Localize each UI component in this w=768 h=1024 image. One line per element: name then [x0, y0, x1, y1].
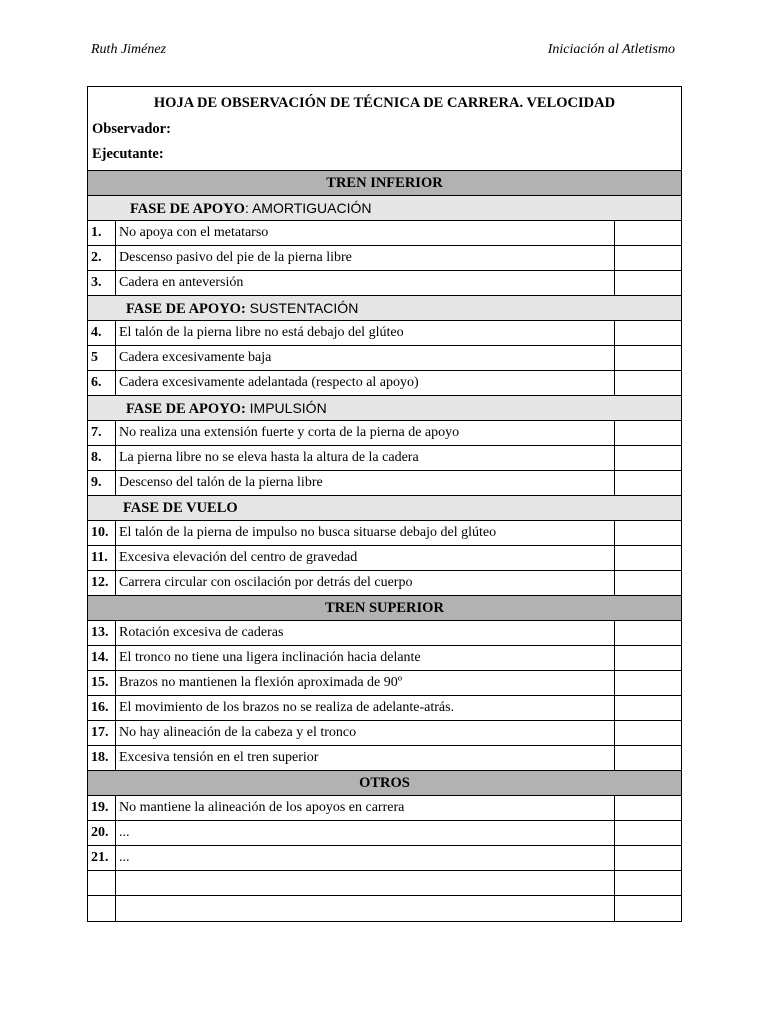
- item-number: 13.: [88, 621, 116, 645]
- item-description: El talón de la pierna de impulso no busca situarse debajo del glúteo: [116, 521, 615, 545]
- phase-subname: : AMORTIGUACIÓN: [244, 200, 372, 216]
- item-number: 17.: [88, 721, 116, 745]
- item-description: ...: [116, 846, 615, 870]
- item-number: 10.: [88, 521, 116, 545]
- item-number: 11.: [88, 546, 116, 570]
- section-header: TREN INFERIOR: [88, 171, 681, 196]
- checklist: [88, 171, 681, 921]
- item-description: [116, 896, 615, 921]
- checkmark-cell[interactable]: [615, 221, 681, 245]
- item-description: Excesiva elevación del centro de gravedad: [116, 546, 615, 570]
- table-row: [88, 621, 681, 646]
- table-row: [88, 271, 681, 296]
- table-row: [88, 546, 681, 571]
- sheet-title: HOJA DE OBSERVACIÓN DE TÉCNICA DE CARRERA. VELOCIDAD: [153, 95, 616, 111]
- item-description: Cadera excesivamente baja: [116, 346, 615, 370]
- checkmark-cell[interactable]: [615, 446, 681, 470]
- item-number: 9.: [88, 471, 116, 495]
- running-header-author: Ruth Jiménez: [91, 42, 167, 57]
- table-row: [88, 721, 681, 746]
- checkmark-cell[interactable]: [615, 721, 681, 745]
- phase-header: [88, 396, 681, 421]
- checkmark-cell[interactable]: [615, 621, 681, 645]
- checkmark-cell[interactable]: [615, 546, 681, 570]
- section-header: OTROS: [88, 771, 681, 796]
- item-number: 8.: [88, 446, 116, 470]
- checkmark-cell[interactable]: [615, 671, 681, 695]
- item-description: ...: [116, 821, 615, 845]
- running-header-book: Iniciación al Atletismo: [547, 42, 675, 57]
- phase-subname: SUSTENTACIÓN: [245, 300, 359, 316]
- checkmark-cell[interactable]: [615, 371, 681, 395]
- item-number: 14.: [88, 646, 116, 670]
- checkmark-cell[interactable]: [615, 796, 681, 820]
- item-description: Cadera en anteversión: [116, 271, 615, 295]
- sheet-header: [88, 87, 681, 171]
- item-description: El tronco no tiene una ligera inclinación hacia delante: [116, 646, 615, 670]
- item-description: Cadera excesivamente adelantada (respecto al apoyo): [116, 371, 615, 395]
- item-description: Descenso pasivo del pie de la pierna libre: [116, 246, 615, 270]
- item-description: [116, 871, 615, 895]
- section-header: TREN SUPERIOR: [88, 596, 681, 621]
- table-row: [88, 571, 681, 596]
- phase-name: FASE DE VUELO: [123, 500, 238, 516]
- observer-field: Observador:: [92, 121, 171, 137]
- phase-header: [88, 496, 681, 521]
- item-number: 16.: [88, 696, 116, 720]
- table-row: [88, 471, 681, 496]
- item-number: 12.: [88, 571, 116, 595]
- item-description: Rotación excesiva de caderas: [116, 621, 615, 645]
- checkmark-cell[interactable]: [615, 421, 681, 445]
- table-row: [88, 796, 681, 821]
- table-row: [88, 371, 681, 396]
- item-number: 15.: [88, 671, 116, 695]
- item-number: 20.: [88, 821, 116, 845]
- item-description: El talón de la pierna libre no está debajo del glúteo: [116, 321, 615, 345]
- table-row: [88, 646, 681, 671]
- table-row: [88, 896, 681, 921]
- table-row: [88, 446, 681, 471]
- table-row: [88, 671, 681, 696]
- table-row: [88, 746, 681, 771]
- item-number: 6.: [88, 371, 116, 395]
- checkmark-cell[interactable]: [615, 471, 681, 495]
- item-description: No realiza una extensión fuerte y corta de la pierna de apoyo: [116, 421, 615, 445]
- checkmark-cell[interactable]: [615, 571, 681, 595]
- checkmark-cell[interactable]: [615, 871, 681, 895]
- checkmark-cell[interactable]: [615, 246, 681, 270]
- item-number: 18.: [88, 746, 116, 770]
- item-description: Carrera circular con oscilación por detrás del cuerpo: [116, 571, 615, 595]
- phase-name: FASE DE APOYO:: [126, 401, 246, 417]
- item-description: La pierna libre no se eleva hasta la altura de la cadera: [116, 446, 615, 470]
- table-row: [88, 321, 681, 346]
- item-description: No mantiene la alineación de los apoyos en carrera: [116, 796, 615, 820]
- item-number: 21.: [88, 846, 116, 870]
- checkmark-cell[interactable]: [615, 271, 681, 295]
- table-row: [88, 846, 681, 871]
- item-number: 19.: [88, 796, 116, 820]
- table-row: [88, 821, 681, 846]
- table-row: [88, 521, 681, 546]
- checkmark-cell[interactable]: [615, 346, 681, 370]
- table-row: [88, 346, 681, 371]
- item-number: 5: [88, 346, 116, 370]
- phase-header: [88, 196, 681, 221]
- item-number: [88, 896, 116, 921]
- table-row: [88, 696, 681, 721]
- checkmark-cell[interactable]: [615, 696, 681, 720]
- phase-name: FASE DE APOYO: [130, 201, 245, 217]
- checkmark-cell[interactable]: [615, 746, 681, 770]
- performer-field: Ejecutante:: [92, 146, 164, 162]
- item-description: No apoya con el metatarso: [116, 221, 615, 245]
- item-number: 2.: [88, 246, 116, 270]
- table-row: [88, 221, 681, 246]
- checkmark-cell[interactable]: [615, 646, 681, 670]
- table-row: [88, 421, 681, 446]
- checkmark-cell[interactable]: [615, 321, 681, 345]
- item-number: 3.: [88, 271, 116, 295]
- item-description: El movimiento de los brazos no se realiza de adelante-atrás.: [116, 696, 615, 720]
- checkmark-cell[interactable]: [615, 821, 681, 845]
- table-row: [88, 871, 681, 896]
- item-number: 4.: [88, 321, 116, 345]
- item-description: Descenso del talón de la pierna libre: [116, 471, 615, 495]
- table-row: [88, 246, 681, 271]
- checkmark-cell[interactable]: [615, 896, 681, 921]
- item-number: 1.: [88, 221, 116, 245]
- checkmark-cell[interactable]: [615, 521, 681, 545]
- item-number: [88, 871, 116, 895]
- item-description: Excesiva tensión en el tren superior: [116, 746, 615, 770]
- item-description: No hay alineación de la cabeza y el tronco: [116, 721, 615, 745]
- observation-sheet: [87, 86, 682, 922]
- phase-header: [88, 296, 681, 321]
- item-description: Brazos no mantienen la flexión aproximada de 90º: [116, 671, 615, 695]
- item-number: 7.: [88, 421, 116, 445]
- checkmark-cell[interactable]: [615, 846, 681, 870]
- phase-name: FASE DE APOYO:: [126, 301, 246, 317]
- phase-subname: IMPULSIÓN: [245, 400, 327, 416]
